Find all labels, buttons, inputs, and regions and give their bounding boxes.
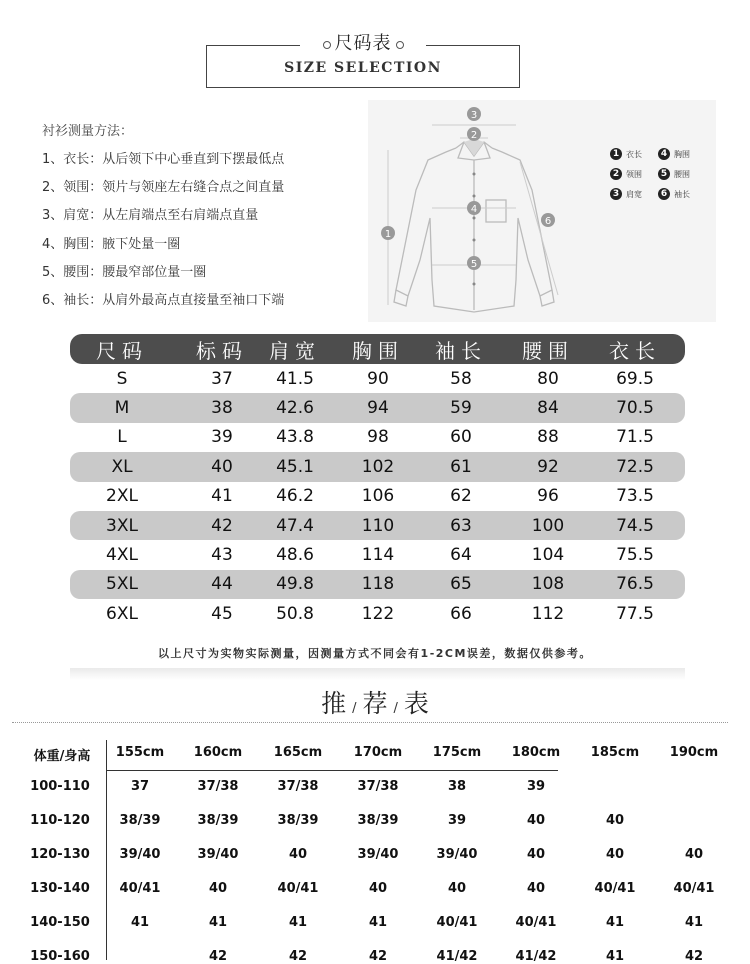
table-cell: 41.5 — [276, 368, 314, 389]
table-cell: 61 — [450, 456, 472, 477]
table-cell: 108 — [531, 574, 565, 595]
table-cell: 38 — [211, 398, 233, 419]
table-cell: 102 — [361, 456, 395, 477]
table-cell: 40 — [208, 881, 228, 896]
svg-text:5: 5 — [470, 259, 478, 270]
table-cell: 41/42 — [436, 949, 478, 964]
table-row — [70, 511, 685, 540]
legend-row — [610, 164, 720, 184]
table-row — [70, 570, 685, 599]
table-row — [70, 423, 685, 452]
title-cn-wrap — [300, 31, 426, 57]
table-cell: 37/38 — [197, 779, 239, 794]
table-cell: 41 — [211, 486, 233, 507]
table-cell: 47.4 — [276, 515, 314, 536]
table-cell: 58 — [450, 368, 472, 389]
height-header: 180cm — [511, 745, 561, 760]
height-header: 190cm — [669, 745, 719, 760]
table-row — [70, 452, 685, 481]
table-cell: 40 — [526, 813, 546, 828]
table-cell: 40/41 — [277, 881, 319, 896]
method-heading: 衬衫测量方法： — [42, 124, 134, 139]
table-row — [70, 364, 685, 393]
table-cell: 41 — [130, 915, 150, 930]
table-cell: 96 — [537, 486, 559, 507]
table-cell: 39 — [447, 813, 467, 828]
table-cell: 122 — [361, 603, 395, 624]
table-cell: 104 — [531, 545, 565, 566]
legend — [610, 144, 720, 204]
title-separator: / — [352, 701, 357, 716]
table-cell: 62 — [450, 486, 472, 507]
table-cell: 69.5 — [616, 368, 654, 389]
table-cell: 40 — [526, 881, 546, 896]
table-cell: 40 — [447, 881, 467, 896]
measurement-note: 以上尺寸为实物实际测量，因测量方式不同会有1-2CM误差，数据仅供参考。 — [158, 647, 592, 660]
title-separator: / — [393, 701, 398, 716]
table-cell: 74.5 — [616, 515, 654, 536]
legend-label: 腰围 — [674, 169, 690, 179]
method-line: 6、袖长：从肩外最高点直接量至袖口下端 — [42, 293, 285, 308]
table-cell: 94 — [367, 398, 389, 419]
legend-number: 3 — [610, 188, 622, 200]
table-cell: 114 — [361, 545, 395, 566]
table-cell: 66 — [450, 603, 472, 624]
legend-item — [610, 168, 658, 180]
table-cell: S — [116, 368, 128, 389]
table-cell: 41 — [684, 915, 704, 930]
header-cell: 尺码 — [96, 338, 148, 363]
table-cell: 42.6 — [276, 398, 314, 419]
table-row — [70, 540, 685, 569]
table-cell: 40 — [605, 813, 625, 828]
table-cell: 41 — [368, 915, 388, 930]
note-shadow — [70, 668, 685, 680]
table-cell: M — [114, 398, 130, 419]
legend-item — [658, 148, 706, 160]
recommend-title — [0, 684, 750, 720]
legend-item — [610, 188, 658, 200]
table-cell: 41 — [288, 915, 308, 930]
table-cell: 50.8 — [276, 603, 314, 624]
table-cell: 38/39 — [197, 813, 239, 828]
svg-text:3: 3 — [470, 110, 478, 121]
table-cell: 39/40 — [436, 847, 478, 862]
svg-text:4: 4 — [470, 204, 478, 215]
table-cell: 40 — [605, 847, 625, 862]
table-cell: 39 — [526, 779, 546, 794]
legend-label: 肩宽 — [626, 189, 642, 199]
svg-text:2: 2 — [470, 130, 478, 141]
recommend-horizontal-rule — [106, 770, 558, 771]
legend-item — [658, 188, 706, 200]
table-cell: 64 — [450, 545, 472, 566]
weight-label: 150-160 — [30, 949, 90, 964]
header-cell: 衣长 — [609, 338, 661, 363]
recommend-title-part: 荐 — [362, 689, 388, 718]
weight-label: 120-130 — [30, 847, 90, 862]
method-line: 5、腰围：腰最窄部位量一圈 — [42, 265, 207, 280]
table-cell: 4XL — [106, 545, 138, 566]
height-header: 160cm — [193, 745, 243, 760]
table-cell: 3XL — [106, 515, 138, 536]
weight-label: 140-150 — [30, 915, 90, 930]
table-cell: 90 — [367, 368, 389, 389]
table-cell: 2XL — [106, 486, 138, 507]
method-line: 2、领围：领片与领座左右缝合点之间直量 — [42, 180, 285, 195]
table-cell: 100 — [531, 515, 565, 536]
height-header: 155cm — [115, 745, 165, 760]
table-cell: 44 — [211, 574, 233, 595]
table-cell: 38/39 — [119, 813, 161, 828]
table-cell: 40 — [288, 847, 308, 862]
table-row — [70, 599, 685, 628]
weight-label: 110-120 — [30, 813, 90, 828]
legend-label: 领围 — [626, 169, 642, 179]
table-cell: 92 — [537, 456, 559, 477]
legend-item — [610, 148, 658, 160]
table-cell: 40/41 — [594, 881, 636, 896]
table-cell: 59 — [450, 398, 472, 419]
table-cell: 41 — [605, 915, 625, 930]
table-cell: 40 — [211, 456, 233, 477]
table-cell: 46.2 — [276, 486, 314, 507]
table-cell: 70.5 — [616, 398, 654, 419]
header-cell: 胸围 — [352, 338, 404, 363]
table-cell: 98 — [367, 427, 389, 448]
title-dot-right — [396, 41, 404, 49]
legend-number: 1 — [610, 148, 622, 160]
table-cell: 37/38 — [357, 779, 399, 794]
table-cell: 63 — [450, 515, 472, 536]
table-cell: 73.5 — [616, 486, 654, 507]
table-cell: 6XL — [106, 603, 138, 624]
table-row — [70, 393, 685, 422]
page-title: 尺码表 — [334, 33, 392, 54]
legend-row — [610, 184, 720, 204]
table-cell: 75.5 — [616, 545, 654, 566]
table-cell: 41 — [208, 915, 228, 930]
table-cell: 40 — [684, 847, 704, 862]
height-header: 165cm — [273, 745, 323, 760]
legend-row — [610, 144, 720, 164]
table-cell: 37 — [211, 368, 233, 389]
dotted-divider — [12, 722, 728, 723]
table-cell: 5XL — [106, 574, 138, 595]
header-cell: 肩宽 — [269, 338, 321, 363]
table-cell: 40/41 — [515, 915, 557, 930]
page-subtitle: SIZE SELECTION — [284, 60, 442, 76]
table-cell: 40 — [368, 881, 388, 896]
corner-header: 体重/身高 — [33, 749, 91, 764]
size-table-header — [70, 334, 685, 364]
table-cell: 40/41 — [119, 881, 161, 896]
table-cell: 45 — [211, 603, 233, 624]
height-header: 185cm — [590, 745, 640, 760]
table-cell: 43.8 — [276, 427, 314, 448]
table-cell: 88 — [537, 427, 559, 448]
recommend-title-part: 推 — [321, 689, 347, 718]
table-cell: 76.5 — [616, 574, 654, 595]
method-line: 1、衣长：从后领下中心垂直到下摆最低点 — [42, 152, 285, 167]
table-cell: 42 — [368, 949, 388, 964]
legend-number: 2 — [610, 168, 622, 180]
table-cell: 42 — [208, 949, 228, 964]
table-cell: XL — [111, 456, 133, 477]
table-cell: 37/38 — [277, 779, 319, 794]
height-header: 170cm — [353, 745, 403, 760]
table-cell: 42 — [211, 515, 233, 536]
weight-label: 100-110 — [30, 779, 90, 794]
table-cell: 39 — [211, 427, 233, 448]
table-cell: 41/42 — [515, 949, 557, 964]
table-cell: 71.5 — [616, 427, 654, 448]
table-cell: 49.8 — [276, 574, 314, 595]
method-line: 3、肩宽：从左肩端点至右肩端点直量 — [42, 208, 259, 223]
table-cell: 80 — [537, 368, 559, 389]
title-dot-left — [323, 41, 331, 49]
legend-number: 6 — [658, 188, 670, 200]
table-cell: 65 — [450, 574, 472, 595]
table-cell: 39/40 — [119, 847, 161, 862]
legend-number: 5 — [658, 168, 670, 180]
table-cell: 110 — [361, 515, 395, 536]
table-cell: 42 — [288, 949, 308, 964]
header-cell: 袖长 — [435, 338, 487, 363]
size-table — [70, 334, 685, 629]
table-cell: 72.5 — [616, 456, 654, 477]
table-cell: 60 — [450, 427, 472, 448]
method-line: 4、胸围：腋下处量一圈 — [42, 237, 181, 252]
legend-number: 4 — [658, 148, 670, 160]
table-cell: 38/39 — [277, 813, 319, 828]
table-cell: 38/39 — [357, 813, 399, 828]
shirt-diagram — [368, 100, 716, 322]
table-cell: 106 — [361, 486, 395, 507]
table-row — [70, 482, 685, 511]
recommend-title-part: 表 — [403, 689, 429, 718]
table-cell: 39/40 — [357, 847, 399, 862]
shirt-illustration — [368, 100, 716, 322]
table-cell: L — [117, 427, 127, 448]
table-cell: 112 — [531, 603, 565, 624]
height-header: 175cm — [432, 745, 482, 760]
header-cell: 标码 — [196, 338, 248, 363]
table-cell: 40/41 — [436, 915, 478, 930]
legend-label: 胸围 — [674, 149, 690, 159]
table-cell: 118 — [361, 574, 395, 595]
legend-label: 袖长 — [674, 189, 690, 199]
table-cell: 37 — [130, 779, 150, 794]
table-cell: 41 — [605, 949, 625, 964]
svg-text:6: 6 — [544, 216, 552, 227]
table-cell: 48.6 — [276, 545, 314, 566]
header-cell: 腰围 — [522, 338, 574, 363]
table-cell: 77.5 — [616, 603, 654, 624]
legend-item — [658, 168, 706, 180]
svg-text:1: 1 — [384, 229, 392, 240]
table-cell: 40 — [526, 847, 546, 862]
table-cell: 42 — [684, 949, 704, 964]
legend-label: 衣长 — [626, 149, 642, 159]
table-cell: 39/40 — [197, 847, 239, 862]
table-cell: 45.1 — [276, 456, 314, 477]
table-cell: 84 — [537, 398, 559, 419]
weight-label: 130-140 — [30, 881, 90, 896]
table-cell: 38 — [447, 779, 467, 794]
table-cell: 40/41 — [673, 881, 715, 896]
table-cell: 43 — [211, 545, 233, 566]
